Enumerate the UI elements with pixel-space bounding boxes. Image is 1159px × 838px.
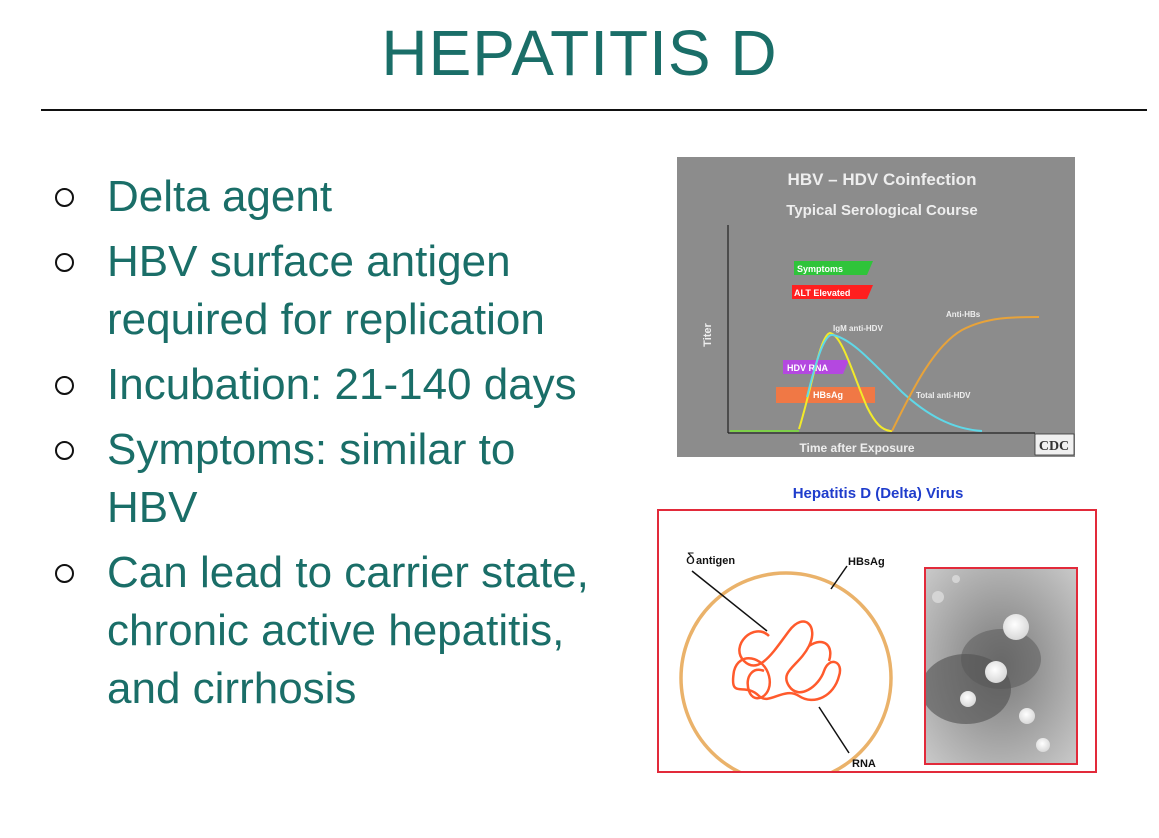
bullet-text: Delta agent <box>107 172 333 221</box>
series-igm-anti-hdv <box>799 333 892 431</box>
series-label-anti-hbs: Anti-HBs <box>946 310 981 319</box>
bullet-item <box>50 168 610 226</box>
antigen-pointer <box>692 571 767 631</box>
title-divider <box>41 109 1147 111</box>
series-label-igm-anti-hdv: IgM anti-HDV <box>833 324 883 333</box>
bullet-circle-icon <box>55 188 74 207</box>
electron-micrograph <box>924 567 1078 765</box>
bullet-text: Can lead to carrier state, chronic active hepatitis, and cirrhosis <box>107 548 589 713</box>
virion-particle <box>1019 708 1035 724</box>
bullet-circle-icon <box>55 376 74 395</box>
rna-pointer <box>819 707 849 753</box>
bullet-circle-icon <box>55 253 74 272</box>
chart-title: HBV – HDV Coinfection <box>787 170 977 189</box>
bullet-text: HBV surface antigen required for replication <box>107 237 545 344</box>
rna-label: RNA <box>852 758 876 770</box>
hdv-rna-label: HDV RNA <box>787 363 829 373</box>
bullet-text: Symptoms: similar to HBV <box>107 425 516 532</box>
bullet-item <box>50 544 610 718</box>
cdc-logo-text: CDC <box>1038 439 1070 454</box>
series-anti-hbs <box>892 317 1039 431</box>
bullet-item <box>50 356 610 414</box>
hbsag-envelope <box>681 573 891 771</box>
bullet-item <box>50 421 610 537</box>
virus-diagram-title: Hepatitis D (Delta) Virus <box>792 485 964 502</box>
serology-chart-svg <box>677 157 1075 457</box>
series-label-total-anti-hdv: Total anti-HDV <box>916 391 971 400</box>
bullet-list <box>50 168 610 725</box>
symptoms-label: Symptoms <box>797 264 844 274</box>
bullet-circle-icon <box>55 564 74 583</box>
alt-elevated-label: ALT Elevated <box>794 288 851 298</box>
bullet-item <box>50 233 610 349</box>
rna-genome <box>733 622 840 700</box>
bullet-circle-icon <box>55 441 74 460</box>
virion-particle <box>960 691 976 707</box>
antigen-label: antigen <box>696 555 736 567</box>
virion-particle <box>1003 614 1029 640</box>
virion-particle <box>1036 738 1050 752</box>
hbsag-label: HBsAg <box>813 390 844 400</box>
virion-particle <box>985 661 1007 683</box>
micrograph-svg <box>926 569 1076 763</box>
bullet-text: Incubation: 21-140 days <box>107 360 577 409</box>
y-axis-label: Titer <box>702 323 714 347</box>
x-axis-label: Time after Exposure <box>799 441 915 455</box>
slide-title: HEPATITIS D <box>381 17 778 89</box>
delta-symbol: δ <box>686 551 695 568</box>
hbsag-label: HBsAg <box>848 556 885 568</box>
series-total-anti-hdv <box>807 335 982 431</box>
serology-chart <box>677 157 1075 457</box>
chart-subtitle: Typical Serological Course <box>786 202 978 219</box>
